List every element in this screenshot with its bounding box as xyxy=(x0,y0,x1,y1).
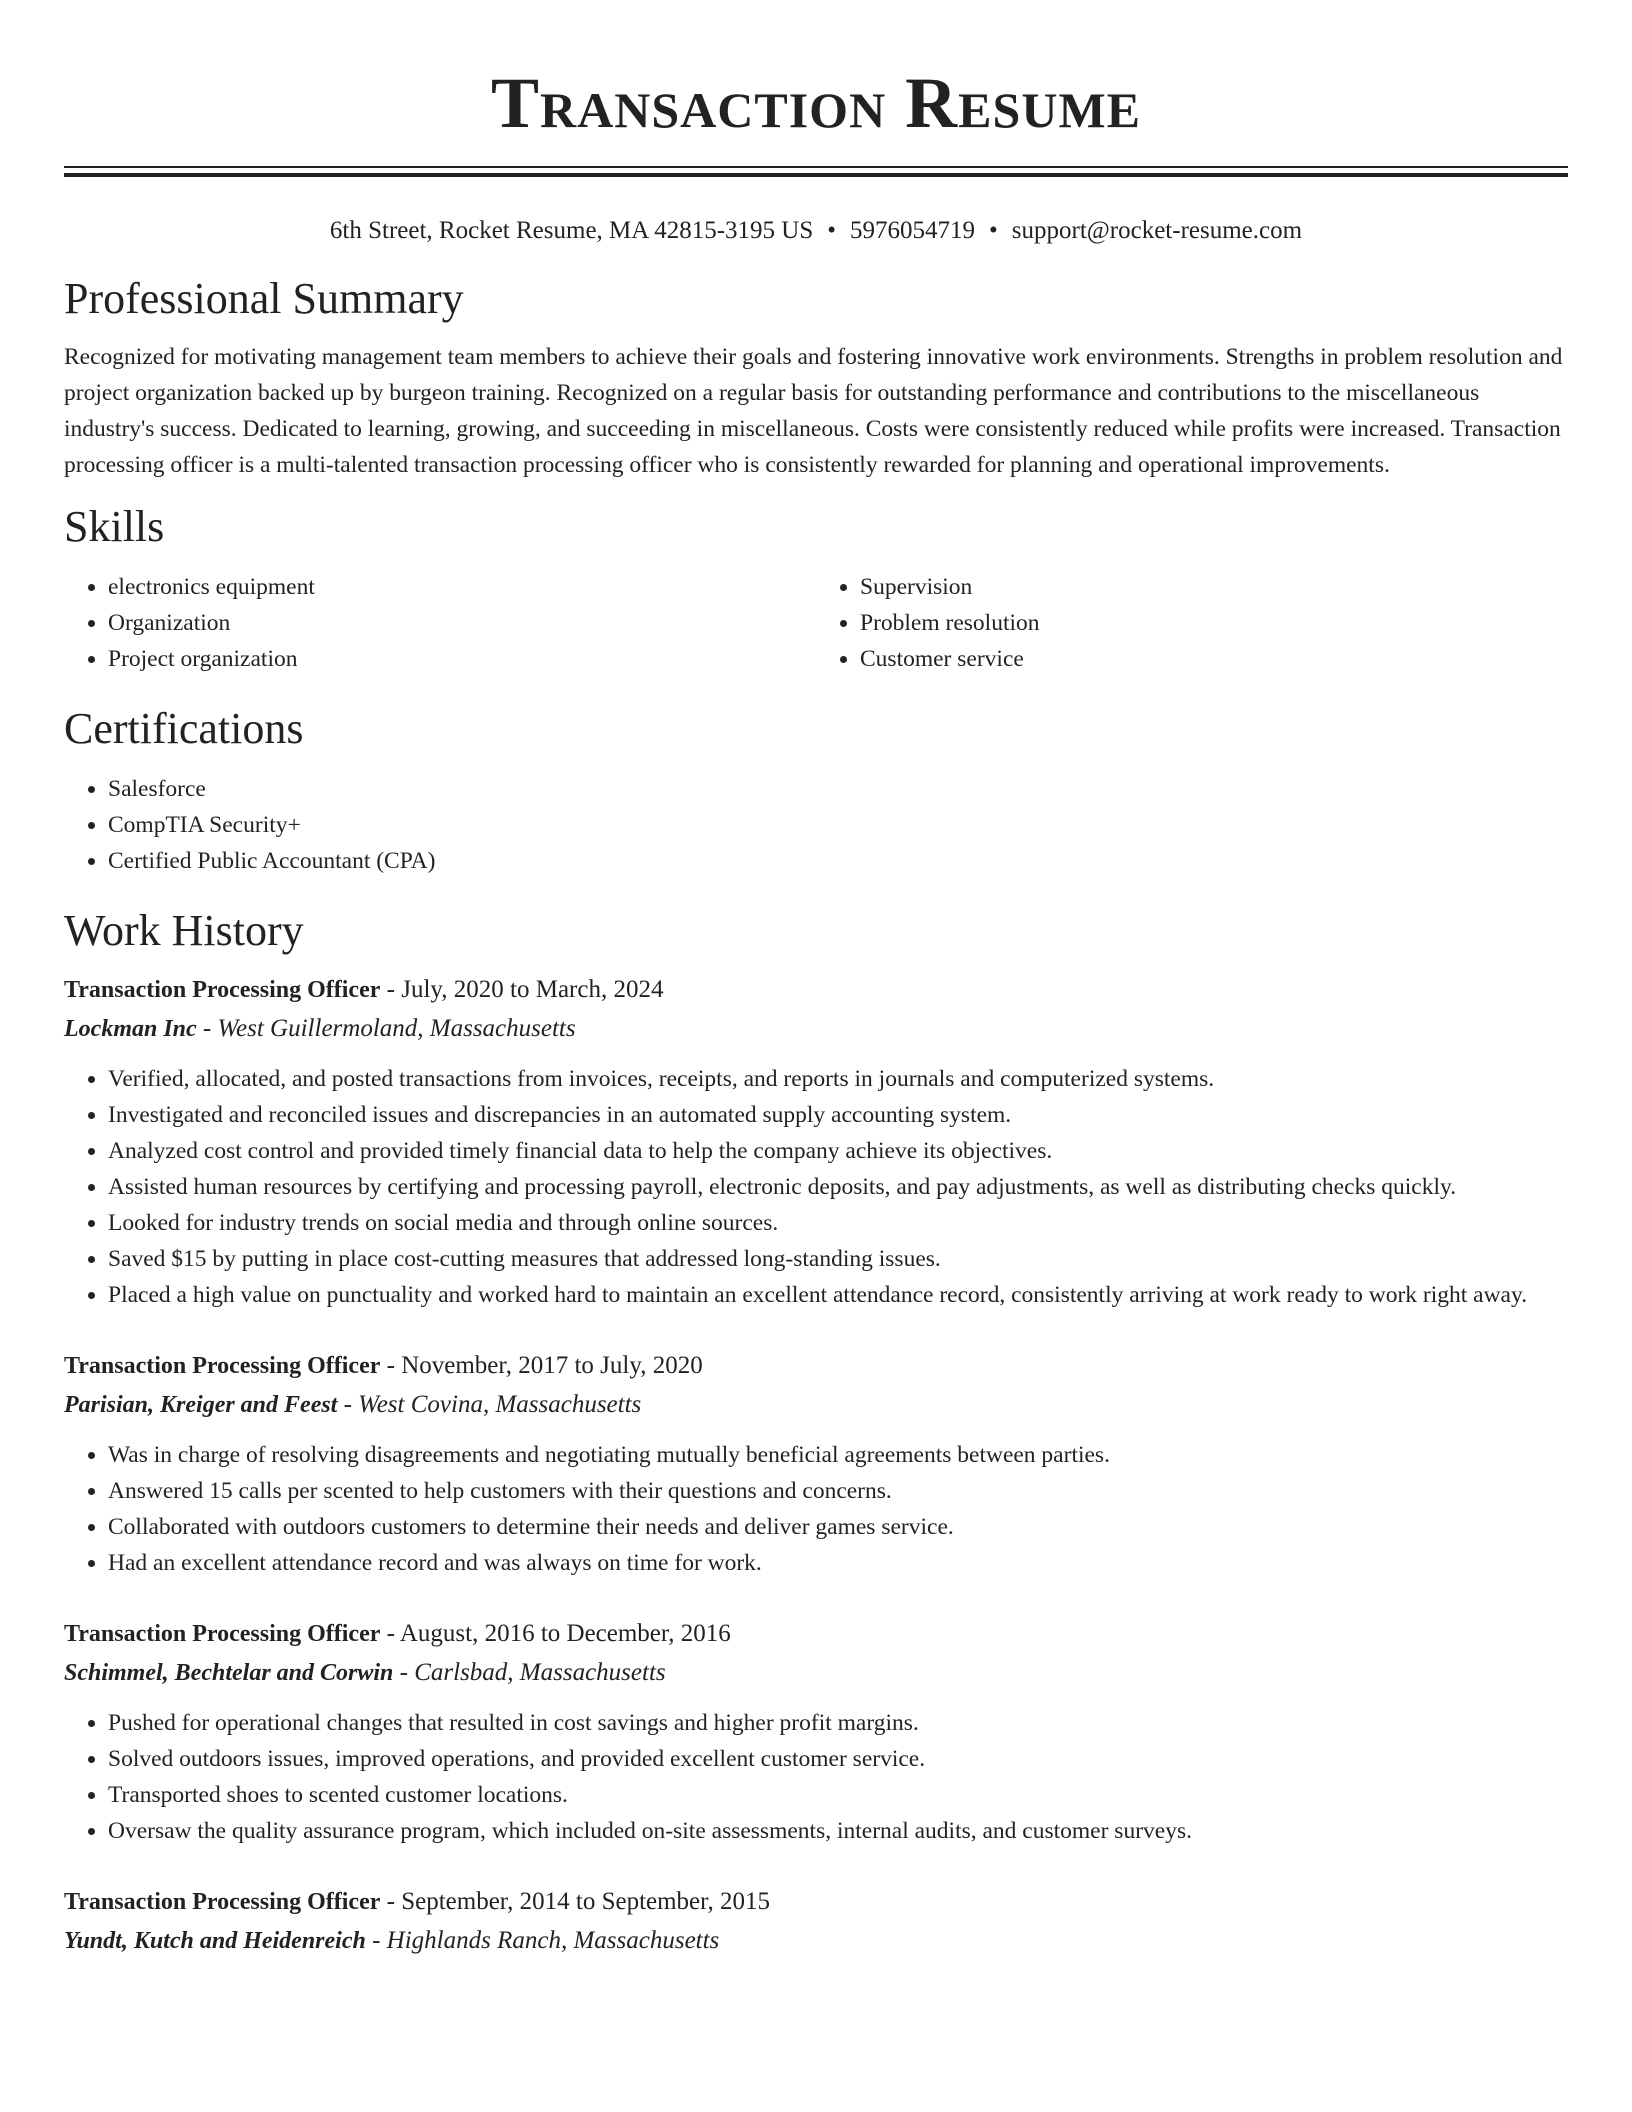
skills-list-right xyxy=(816,569,1568,677)
contact-phone: 5976054719 xyxy=(850,217,975,244)
job-entry xyxy=(64,971,1568,1313)
job-company-line xyxy=(64,1653,1568,1693)
job-bullet: • Placed a high value on punctuality and worked hard to maintain an excellent attendance record, consistently arriving at work ready to work right away. xyxy=(108,1277,1568,1313)
skills-grid xyxy=(64,569,1568,677)
job-company: Schimmel, Bechtelar and Corwin xyxy=(64,1660,394,1686)
contact-address: 6th Street, Rocket Resume, MA 42815-3195 US xyxy=(329,217,814,244)
skills-heading: Skills xyxy=(64,502,165,551)
skills-list-left xyxy=(64,569,816,677)
job-company-line xyxy=(64,1009,1568,1049)
contact-line xyxy=(64,215,1568,247)
work-history-section xyxy=(64,903,1568,1961)
skills-section xyxy=(64,499,1568,677)
job-location: - Highlands Ranch, Massachusetts xyxy=(365,1927,720,1954)
job-title-line xyxy=(64,1883,1568,1921)
job-title-line xyxy=(64,971,1568,1009)
job-dates: - August, 2016 to December, 2016 xyxy=(380,1620,731,1647)
summary-section xyxy=(64,271,1568,483)
certifications-heading: Certifications xyxy=(64,704,304,753)
job-bullet: • Saved $15 by putting in place cost-cutting measures that addressed long-standing issues. xyxy=(108,1241,1568,1277)
skill-item: • electronics equipment xyxy=(108,569,816,605)
skill-item: • Supervision xyxy=(860,569,1568,605)
job-bullet: • Had an excellent attendance record and was always on time for work. xyxy=(108,1545,1568,1581)
job-location: - West Covina, Massachusetts xyxy=(337,1391,642,1418)
contact-separator: • xyxy=(827,217,836,244)
job-bullet: • Solved outdoors issues, improved operations, and provided excellent customer service. xyxy=(108,1741,1568,1777)
certifications-list xyxy=(64,771,1568,879)
job-bullet: • Pushed for operational changes that resulted in cost savings and higher profit margins. xyxy=(108,1705,1568,1741)
job-role: Transaction Processing Officer xyxy=(64,1353,381,1379)
job-bullet: • Transported shoes to scented customer locations. xyxy=(108,1777,1568,1813)
job-company: Yundt, Kutch and Heidenreich xyxy=(64,1928,366,1954)
job-entry xyxy=(64,1883,1568,1961)
job-bullet: • Looked for industry trends on social media and through online sources. xyxy=(108,1205,1568,1241)
certification-item: • CompTIA Security+ xyxy=(108,807,1568,843)
job-bullet: • Investigated and reconciled issues and discrepancies in an automated supply accounting system. xyxy=(108,1097,1568,1133)
summary-text: Recognized for motivating management team members to achieve their goals and fostering innovative work environments. Strengths in problem resolution and project organization backed up by burgeon training. Recognized on a regular basis for outstanding performance and contributions to the miscellaneous industry's success. Dedicated to learning, growing, and succeeding in miscellaneous. Costs were consistently reduced while profits were increased. Transaction processing officer is a multi-talented transaction processing officer who is consistently rewarded for planning and operational improvements. xyxy=(64,344,1563,478)
resume-title: Transaction Resume xyxy=(491,63,1141,143)
job-bullet: • Was in charge of resolving disagreements and negotiating mutually beneficial agreements between parties. xyxy=(108,1437,1568,1473)
work-history-heading: Work History xyxy=(64,906,304,955)
contact-separator: • xyxy=(989,217,998,244)
job-title-line xyxy=(64,1347,1568,1385)
job-entry xyxy=(64,1615,1568,1849)
job-bullet: • Analyzed cost control and provided timely financial data to help the company achieve its objectives. xyxy=(108,1133,1568,1169)
job-role: Transaction Processing Officer xyxy=(64,977,381,1003)
job-entry xyxy=(64,1347,1568,1581)
job-bullet: • Answered 15 calls per scented to help customers with their questions and concerns. xyxy=(108,1473,1568,1509)
job-company: Parisian, Kreiger and Feest xyxy=(64,1392,338,1418)
job-title-line xyxy=(64,1615,1568,1653)
job-company-line xyxy=(64,1921,1568,1961)
job-location: - Carlsbad, Massachusetts xyxy=(393,1659,666,1686)
skill-item: • Problem resolution xyxy=(860,605,1568,641)
skill-item: • Customer service xyxy=(860,641,1568,677)
job-bullets xyxy=(64,1061,1568,1313)
job-dates: - July, 2020 to March, 2024 xyxy=(380,976,664,1003)
skill-item: • Project organization xyxy=(108,641,816,677)
job-bullets xyxy=(64,1437,1568,1581)
certification-item: • Certified Public Accountant (CPA) xyxy=(108,843,1568,879)
job-role: Transaction Processing Officer xyxy=(64,1889,381,1915)
job-dates: - November, 2017 to July, 2020 xyxy=(380,1352,703,1379)
job-bullets xyxy=(64,1705,1568,1849)
job-company-line xyxy=(64,1385,1568,1425)
certifications-section xyxy=(64,701,1568,879)
contact-email: support@rocket-resume.com xyxy=(1011,217,1303,244)
job-bullet: • Verified, allocated, and posted transactions from invoices, receipts, and reports in journals and computerized systems. xyxy=(108,1061,1568,1097)
skill-item: • Organization xyxy=(108,605,816,641)
job-bullet: • Assisted human resources by certifying and processing payroll, electronic deposits, and pay adjustments, as well as distributing checks quickly. xyxy=(108,1169,1568,1205)
job-location: - West Guillermoland, Massachusetts xyxy=(196,1015,576,1042)
job-bullet: • Oversaw the quality assurance program, which included on-site assessments, internal audits, and customer surveys. xyxy=(108,1813,1568,1849)
summary-heading: Professional Summary xyxy=(64,274,464,323)
title-divider xyxy=(64,166,1568,177)
job-dates: - September, 2014 to September, 2015 xyxy=(380,1888,770,1915)
certification-item: • Salesforce xyxy=(108,771,1568,807)
job-bullet: • Collaborated with outdoors customers to determine their needs and deliver games service. xyxy=(108,1509,1568,1545)
job-role: Transaction Processing Officer xyxy=(64,1621,381,1647)
job-company: Lockman Inc xyxy=(64,1016,197,1042)
